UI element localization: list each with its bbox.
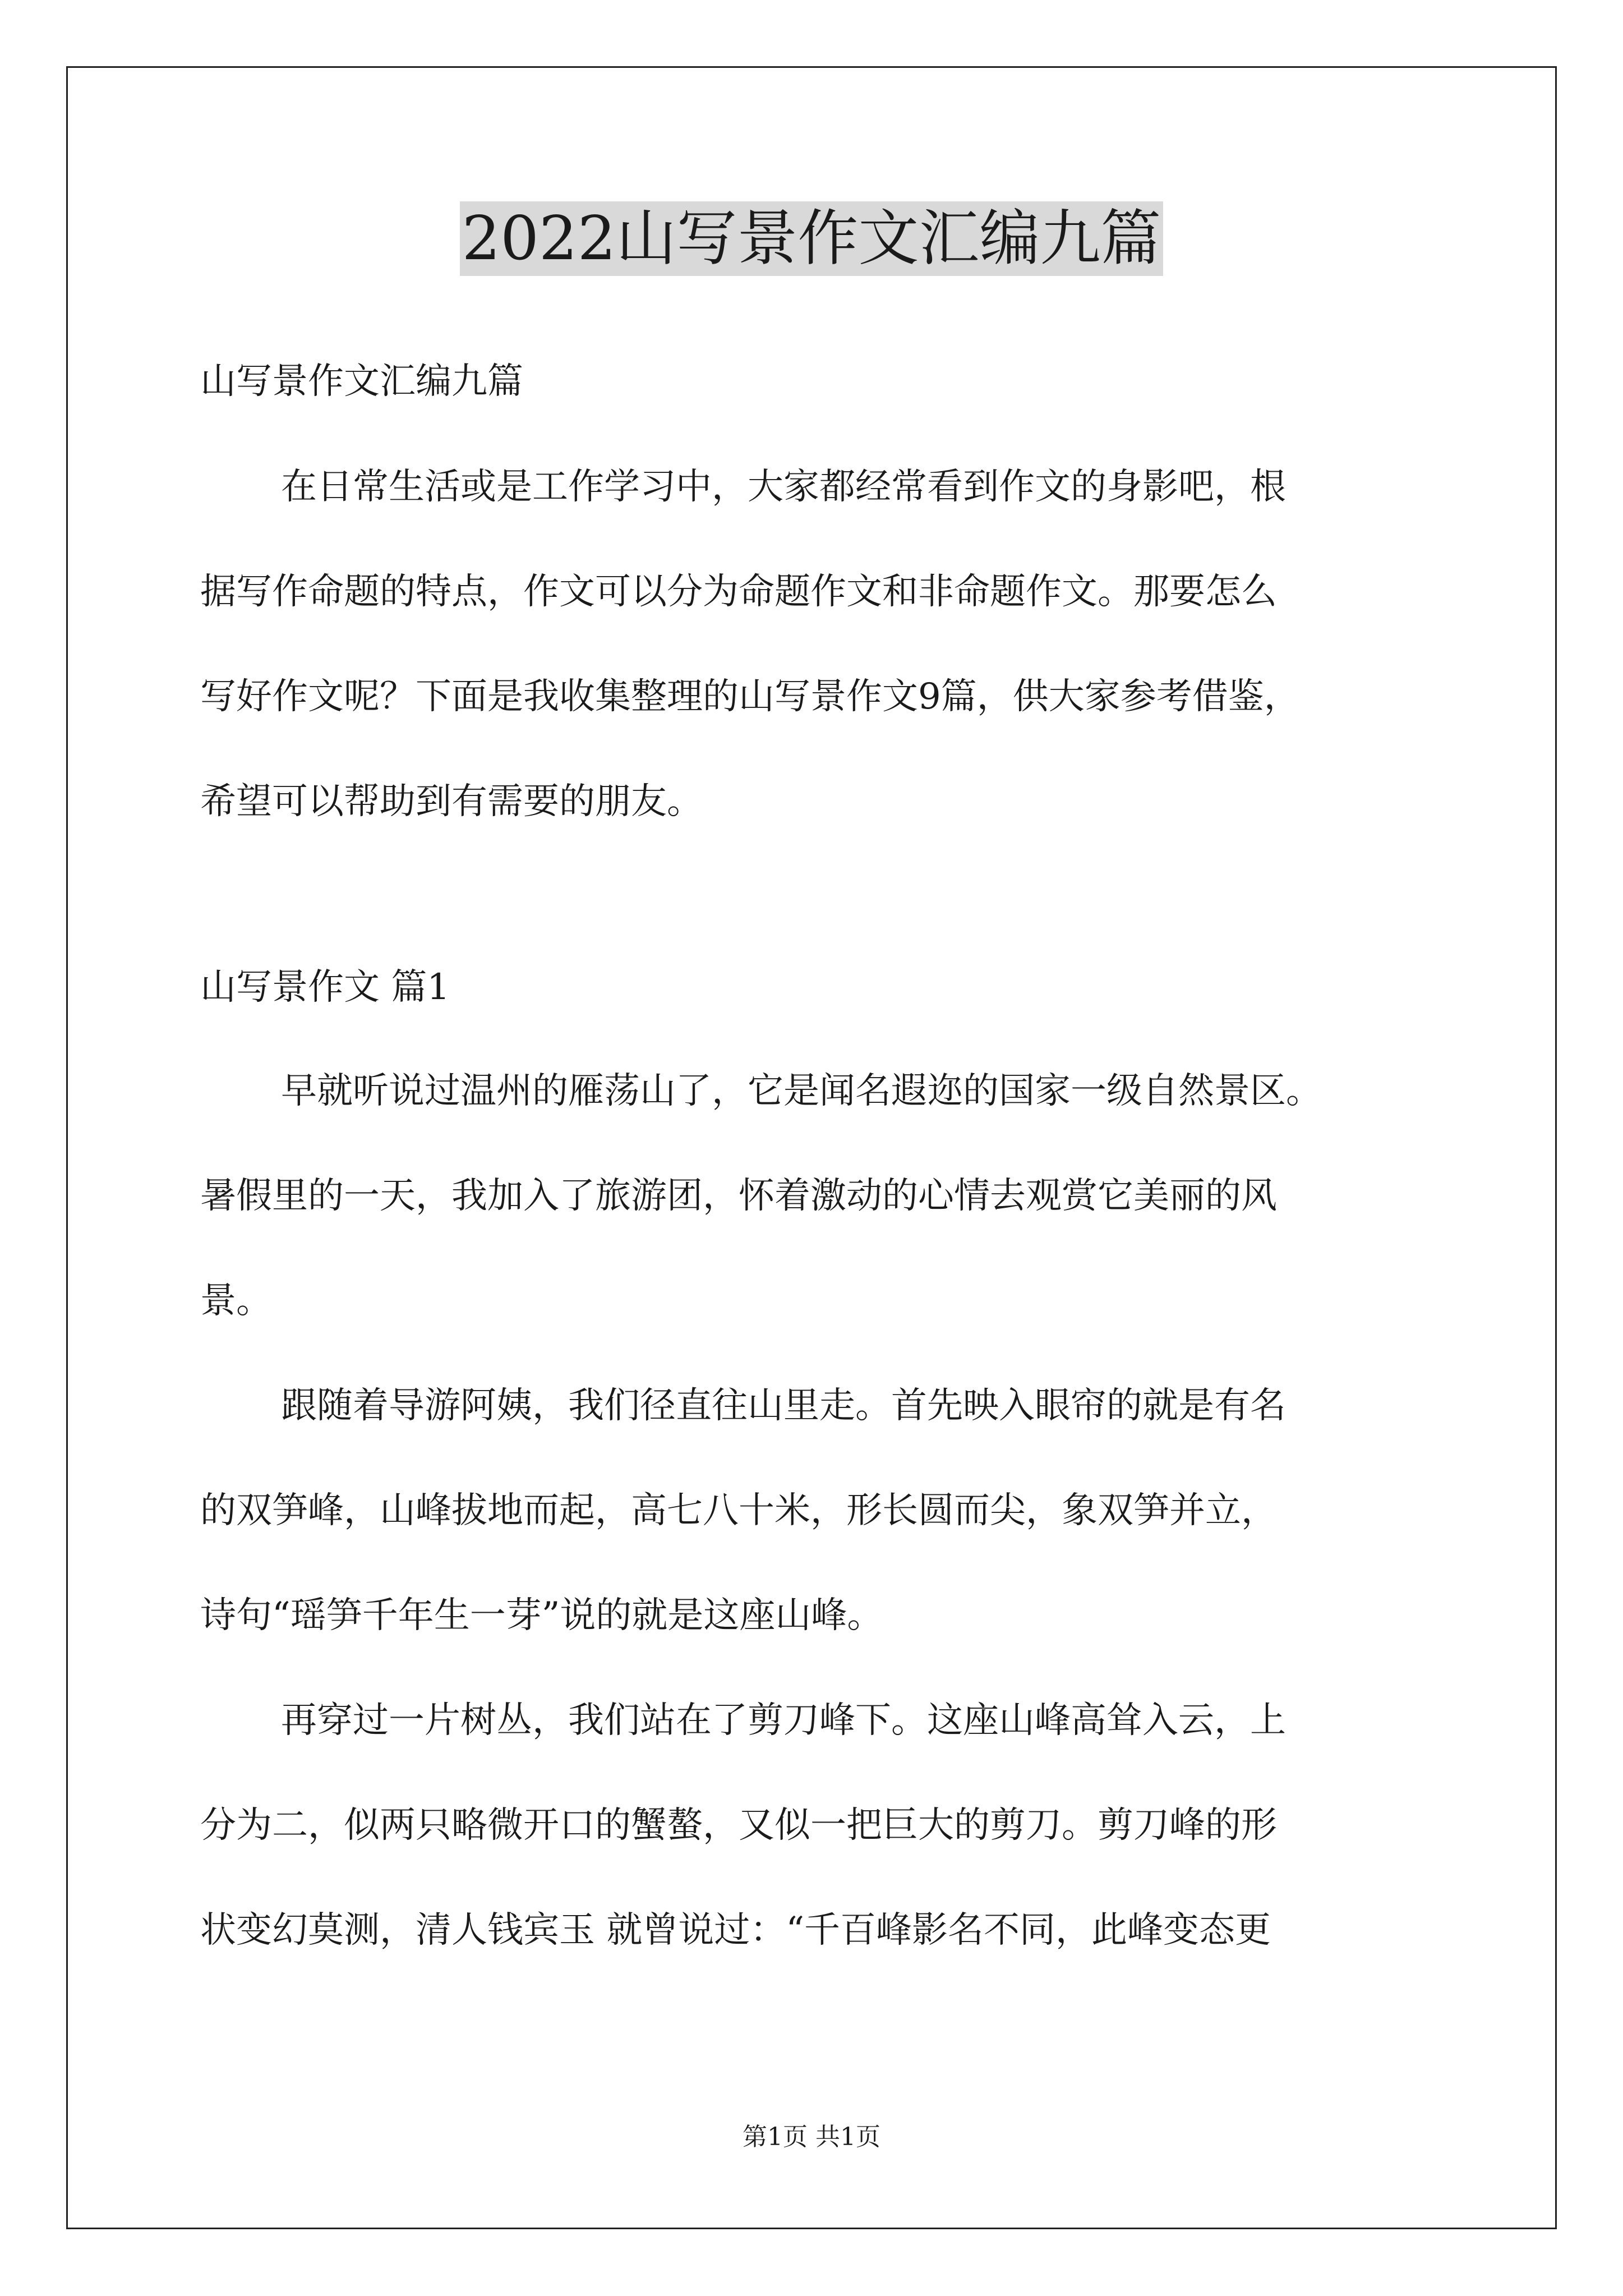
intro-line-2: 据写作命题的特点，作文可以分为命题作文和非命题作文。那要怎么: [200, 571, 1277, 613]
intro-line-4: 希望可以帮助到有需要的朋友。: [200, 781, 703, 822]
page-footer: 第1页 共1页: [743, 2123, 880, 2151]
title-highlight: 2022山写景作文汇编九篇: [460, 201, 1164, 276]
document-subtitle: 山写景作文汇编九篇: [200, 361, 523, 402]
document-title: [0, 200, 1623, 278]
body-line-4: 跟随着导游阿姨，我们径直往山里走。首先映入眼帘的就是有名: [281, 1385, 1286, 1427]
body-line-1: 早就听说过温州的雁荡山了，它是闻名遐迩的国家一级自然景区。: [281, 1070, 1322, 1112]
body-line-8: 分为二，似两只略微开口的蟹螯，又似一把巨大的剪刀。剪刀峰的形: [200, 1805, 1277, 1846]
body-line-2: 暑假里的一天，我加入了旅游团，怀着激动的心情去观赏它美丽的风: [200, 1175, 1277, 1217]
body-line-5: 的双笋峰，山峰拔地而起，高七八十米，形长圆而尖，象双笋并立，: [200, 1490, 1277, 1531]
body-line-3: 景。: [200, 1280, 272, 1322]
intro-line-1: 在日常生活或是工作学习中，大家都经常看到作文的身影吧，根: [281, 466, 1286, 508]
section-heading: 山写景作文 篇1: [200, 967, 450, 1008]
body-line-7: 再穿过一片树丛，我们站在了剪刀峰下。这座山峰高耸入云，上: [281, 1700, 1286, 1741]
intro-line-3: 写好作文呢？下面是我收集整理的山写景作文9篇，供大家参考借鉴，: [200, 676, 1300, 717]
body-line-9: 状变幻莫测，清人钱宾玉 就曾说过：“千百峰影名不同，此峰变态更: [200, 1910, 1271, 1951]
body-line-6: 诗句“瑶笋千年生一芽”说的就是这座山峰。: [200, 1595, 883, 1636]
